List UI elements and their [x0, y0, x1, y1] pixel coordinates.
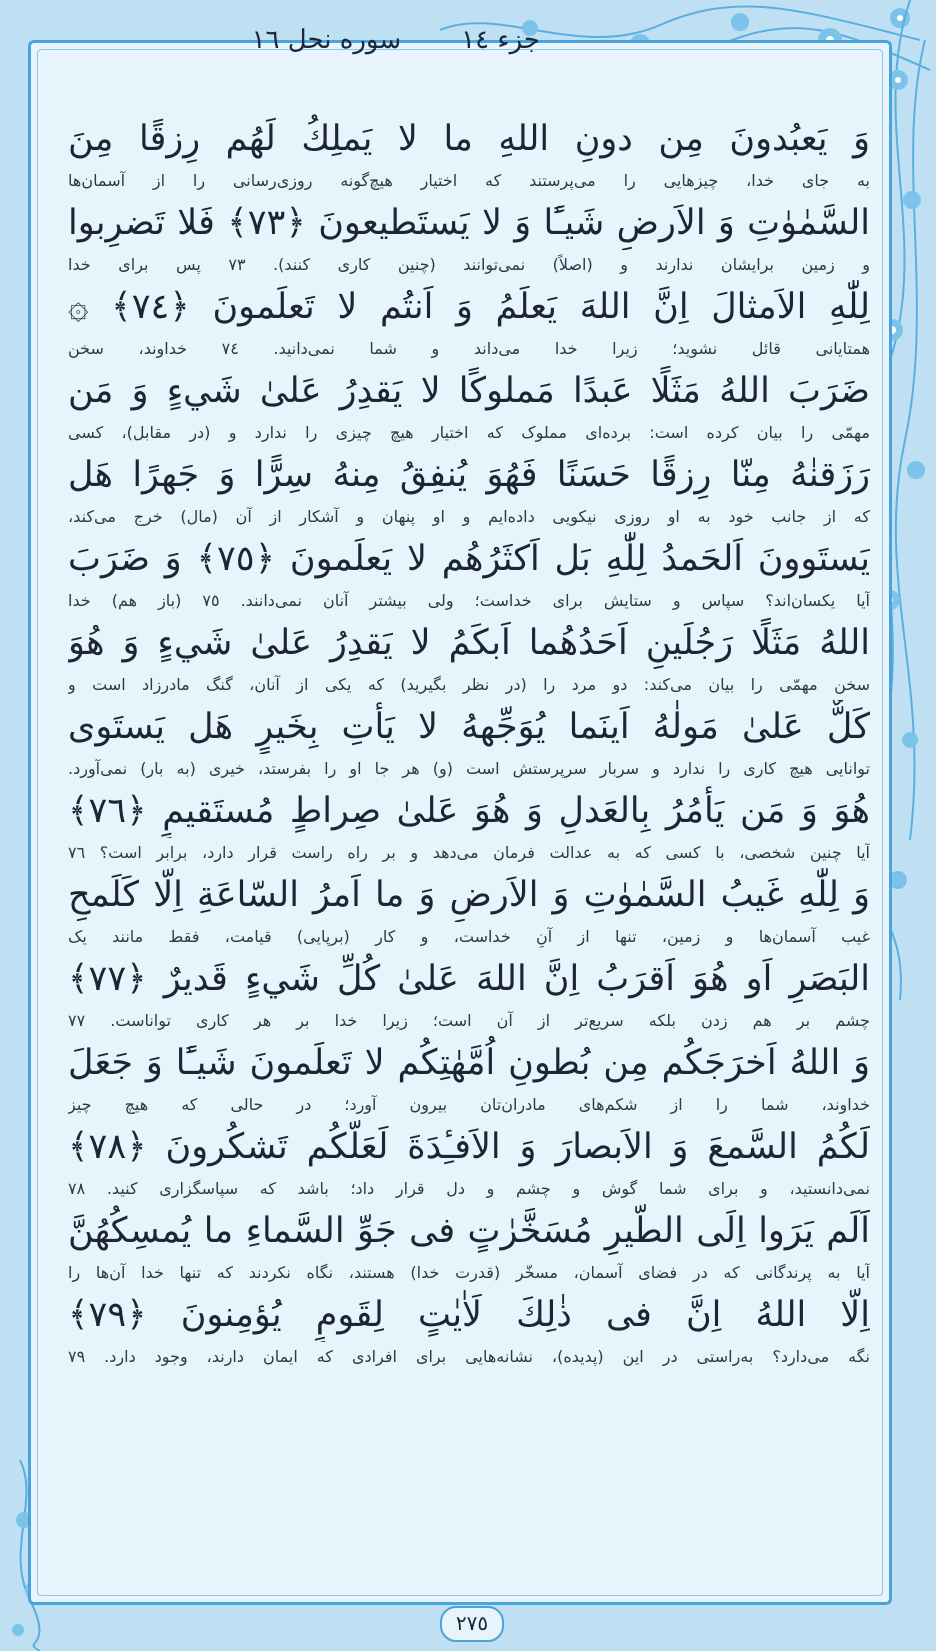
translation-line: نگه می‌دارد؟ به‌راستی در این (پدیده)، نشانه‌هایی برای افرادی که ایمان دارند، وجود دارد. ٧٩ [68, 1347, 870, 1366]
verse-line: يَستَوونَ اَلحَمدُ لِلّٰهِ بَل اَكثَرُهُم لا يَعلَمونَ ﴿٧٥﴾ وَ ضَرَبَ [68, 539, 870, 579]
translation-line: غیب آسمان‌ها و زمین، تنها از آنِ خداست، و کار (برپایی) قیامت، فقط مانند یک [68, 927, 870, 946]
translation-line: نمی‌دانستید، و برای شما گوش و چشم و دل قرار داد؛ باشد که سپاسگزاری کنید. ٧٨ [68, 1179, 870, 1198]
verse-line: اللهُ مَثَلًا رَجُلَينِ اَحَدُهُما اَبكَمُ لا يَقدِرُ عَلىٰ شَيءٍ وَ هُوَ [68, 623, 870, 663]
translation-line: که از جانب خود به او روزی نیکویی داده‌ایم و او پنهان و آشکار از آن (مال) خرج می‌کند، [68, 507, 870, 526]
verse-line: رَزَقنٰهُ مِنّا رِزقًا حَسَنًا فَهُوَ يُنفِقُ مِنهُ سِرًّا وَ جَهرًا هَل [68, 455, 870, 495]
page-header [210, 20, 540, 60]
translation-line: توانایی هیچ کاری را ندارد و سربار سرپرستش است (و) هر جا او را بفرستد، خیری (به بار) نمی‌آورد. [68, 759, 870, 778]
verse-line: اَلَم يَرَوا اِلَى الطَّيرِ مُسَخَّرٰتٍ فى جَوِّ السَّماءِ ما يُمسِكُهُنَّ [68, 1211, 870, 1251]
verse-line: وَ اللهُ اَخرَجَكُم مِن بُطونِ اُمَّهٰتِكُم لا تَعلَمونَ شَيـًٔا وَ جَعَلَ [68, 1043, 870, 1083]
translation-line: همتایانی قائل نشوید؛ زیرا خدا می‌داند و شما نمی‌دانید. ٧٤ خداوند، سخن [68, 339, 870, 358]
verse-line: كَلٌّ عَلىٰ مَولٰهُ اَينَما يُوَجِّههُ لا يَأتِ بِخَيرٍ هَل يَستَوى [68, 707, 870, 747]
translation-line: خداوند، شما را از شکم‌های مادران‌تان بیرون آورد؛ در حالی که هیچ چیز [68, 1095, 870, 1114]
translation-line: آیا یکسان‌اند؟ سپاس و ستایش برای خداست؛ ولی بیشتر آنان نمی‌دانند. ٧٥ (باز هم) خدا [68, 591, 870, 610]
verse-line: السَّمٰوٰتِ وَ الاَرضِ شَيـًٔا وَ لا يَستَطيعونَ ﴿٧٣﴾ فَلا تَضرِبوا [68, 203, 870, 243]
surah-label: سوره نحل ١٦ [251, 25, 402, 55]
verse-line: لِلّٰهِ الاَمثالَ اِنَّ اللهَ يَعلَمُ وَ اَنتُم لا تَعلَمونَ ﴿٧٤﴾ ۞ [68, 287, 870, 327]
verse-line: وَ يَعبُدونَ مِن دونِ اللهِ ما لا يَملِكُ لَهُم رِزقًا مِنَ [68, 119, 870, 159]
translation-line: و زمین برایشان ندارند و (اصلاً) نمی‌توانند (چنین کاری کنند). ٧٣ پس برای خدا [68, 255, 870, 274]
translation-line: به جای خدا، چیزهایی را می‌پرستند که اختیار هیچ‌گونه روزی‌رسانی را از آسمان‌ها [68, 171, 870, 190]
verse-line: اِلَّا اللهُ اِنَّ فى ذٰلِكَ لَاٰيٰتٍ لِقَومٍ يُؤمِنونَ ﴿٧٩﴾ [68, 1295, 870, 1335]
verse-line: وَ لِلّٰهِ غَيبُ السَّمٰوٰتِ وَ الاَرضِ وَ ما اَمرُ السّاعَةِ اِلّا كَلَمحِ [68, 875, 870, 915]
verse-line: هُوَ وَ مَن يَأمُرُ بِالعَدلِ وَ هُوَ عَلىٰ صِراطٍ مُستَقيمٍ ﴿٧٦﴾ [68, 791, 870, 831]
verse-line: ضَرَبَ اللهُ مَثَلًا عَبدًا مَملوكًا لا يَقدِرُ عَلىٰ شَيءٍ وَ مَن [68, 371, 870, 411]
juz-label: جزء ١٤ [461, 25, 540, 55]
translation-line: سخن مهمّی را بیان می‌کند: دو مرد را (در نظر بگیرید) که یکی از آنان، گنگ مادرزاد است و [68, 675, 870, 694]
translation-line: مهمّی را بیان کرده است: برده‌ای مملوک که اختیار هیچ چیزی را ندارد و (در مقابل)، کسی [68, 423, 870, 442]
quran-text-block [68, 112, 870, 1372]
translation-line: چشم بر هم زدن بلکه سریع‌تر از آن است؛ زیرا خدا بر هر کاری تواناست. ٧٧ [68, 1011, 870, 1030]
verse-line: لَكُمُ السَّمعَ وَ الاَبصارَ وَ الاَفـِٔدَةَ لَعَلَّكُم تَشكُرونَ ﴿٧٨﴾ [68, 1127, 870, 1167]
page-number-badge: ٢٧٥ [440, 1606, 504, 1642]
verse-line: البَصَرِ اَو هُوَ اَقرَبُ اِنَّ اللهَ عَلىٰ كُلِّ شَيءٍ قَديرٌ ﴿٧٧﴾ [68, 959, 870, 999]
translation-line: آیا چنین شخصی، با کسی که به عدالت فرمان می‌دهد و بر راه راست قرار دارد، برابر است؟ ٧٦ [68, 843, 870, 862]
translation-line: آیا به پرندگانی که در فضای آسمان، مسخّر (قدرت خدا) هستند، نگاه نکردند که تنها خدا آن‌ها را [68, 1263, 870, 1282]
